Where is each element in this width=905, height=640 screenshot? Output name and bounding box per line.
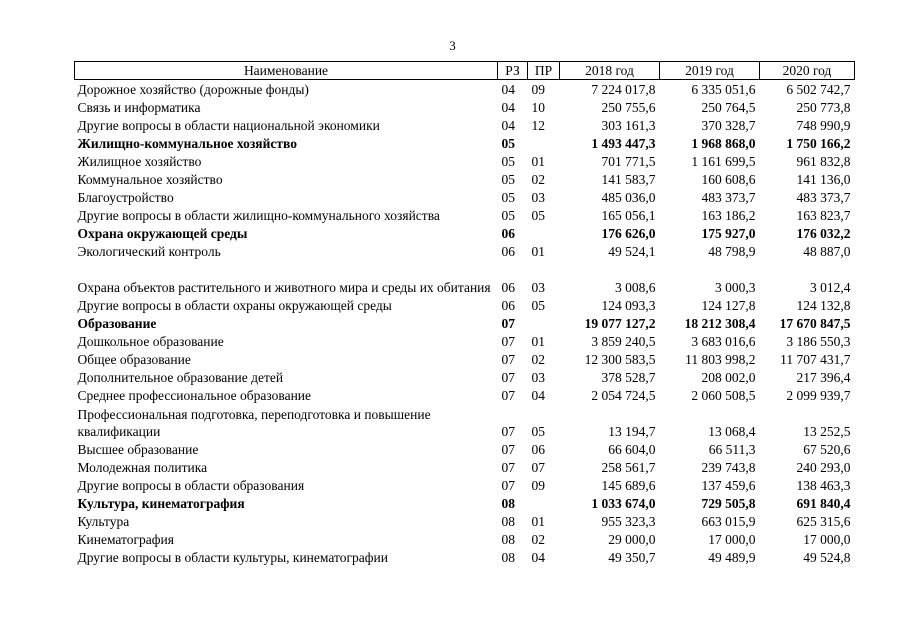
table-row: [75, 170, 855, 188]
row-name: Профессиональная подготовка, переподготовка и повышение квалификации: [77, 407, 431, 439]
page-number: 3: [449, 38, 456, 53]
row-value-2019: 1 968 868,0: [691, 136, 756, 151]
row-name: Охрана объектов растительного и животного мира и среды их обитания: [77, 280, 491, 295]
section-row: [75, 314, 855, 332]
row-rz: 06: [501, 298, 515, 313]
table-body: [75, 80, 855, 567]
row-name: Культура: [77, 514, 130, 529]
row-name: Дополнительное образование детей: [77, 370, 284, 385]
row-value-2019: 208 002,0: [701, 370, 756, 385]
row-pr: 02: [531, 532, 545, 547]
row-value-2018: 3 008,6: [615, 280, 656, 295]
row-value-2019: 124 127,8: [701, 298, 756, 313]
row-value-2020: 67 520,6: [803, 442, 851, 457]
row-rz: 07: [501, 478, 515, 493]
row-name: Охрана окружающей среды: [77, 226, 248, 241]
row-value-2020: 49 524,8: [803, 550, 851, 565]
row-value-2019: 729 505,8: [701, 496, 756, 511]
row-rz: 07: [501, 352, 515, 367]
row-name: Другие вопросы в области жилищно-коммунального хозяйства: [77, 208, 440, 223]
table-row: [75, 368, 855, 386]
row-value-2018: 1 033 674,0: [591, 496, 656, 511]
row-value-2020: 163 823,7: [796, 208, 851, 223]
row-value-2020: 138 463,3: [796, 478, 851, 493]
row-rz: 07: [501, 460, 515, 475]
row-value-2018: 13 194,7: [608, 424, 656, 439]
row-value-2020: 748 990,9: [796, 118, 851, 133]
row-value-2020: 691 840,4: [796, 496, 851, 511]
row-value-2018: 49 524,1: [608, 244, 656, 259]
row-value-2020: 6 502 742,7: [786, 82, 851, 97]
row-value-2018: 145 689,6: [601, 478, 656, 493]
row-value-2019: 2 060 508,5: [691, 388, 756, 403]
section-row: [75, 224, 855, 242]
row-value-2019: 163 186,2: [701, 208, 756, 223]
table-row: [75, 116, 855, 134]
row-name: Кинематография: [77, 532, 174, 547]
row-rz: 06: [501, 280, 515, 295]
row-value-2020: 483 373,7: [796, 190, 851, 205]
row-pr: 05: [531, 208, 545, 223]
row-value-2020: 3 012,4: [810, 280, 851, 295]
row-value-2019: 239 743,8: [701, 460, 756, 475]
row-value-2020: 124 132,8: [796, 298, 851, 313]
row-value-2020: 48 887,0: [803, 244, 851, 259]
row-pr: 01: [531, 514, 545, 529]
row-value-2020: 3 186 550,3: [786, 334, 851, 349]
row-name: Другие вопросы в области национальной экономики: [77, 118, 380, 133]
row-rz: 07: [501, 334, 515, 349]
row-pr: [528, 224, 560, 242]
row-rz: 04: [501, 82, 515, 97]
table-row: [75, 440, 855, 458]
row-pr: [528, 314, 560, 332]
row-value-2020: 625 315,6: [796, 514, 851, 529]
row-name: Благоустройство: [77, 190, 174, 205]
row-value-2019: 663 015,9: [701, 514, 756, 529]
row-pr: 02: [531, 352, 545, 367]
row-value-2018: 19 077 127,2: [584, 316, 656, 331]
row-pr: 07: [531, 460, 545, 475]
row-value-2020: 176 032,2: [796, 226, 851, 241]
row-name: Среднее профессиональное образование: [77, 388, 312, 403]
row-value-2020: 961 832,8: [796, 154, 851, 169]
row-value-2018: 955 323,3: [601, 514, 656, 529]
section-row: [75, 134, 855, 152]
row-name: Культура, кинематография: [77, 496, 245, 511]
row-value-2020: 240 293,0: [796, 460, 851, 475]
row-pr: 03: [531, 370, 545, 385]
row-rz: 08: [501, 514, 515, 529]
header-2018: 2018 год: [560, 62, 660, 80]
row-value-2018: 378 528,7: [601, 370, 656, 385]
row-value-2019: 11 803 998,2: [685, 352, 756, 367]
row-value-2020: 13 252,5: [803, 424, 851, 439]
row-value-2018: 250 755,6: [601, 100, 656, 115]
table-row: [75, 296, 855, 314]
row-value-2019: 17 000,0: [708, 532, 756, 547]
row-pr: 05: [531, 424, 545, 439]
row-value-2019: 3 683 016,6: [691, 334, 756, 349]
row-value-2018: 701 771,5: [601, 154, 656, 169]
table-row: [75, 242, 855, 260]
row-value-2019: 160 608,6: [701, 172, 756, 187]
row-name: Жилищное хозяйство: [77, 154, 202, 169]
row-value-2020: 2 099 939,7: [786, 388, 851, 403]
table-row: [75, 188, 855, 206]
row-value-2019: 370 328,7: [701, 118, 756, 133]
row-rz: 07: [501, 388, 515, 403]
row-rz: 05: [501, 190, 515, 205]
row-rz: 04: [501, 100, 515, 115]
row-value-2018: 485 036,0: [601, 190, 656, 205]
row-value-2018: 176 626,0: [601, 226, 656, 241]
table-row: [75, 530, 855, 548]
table-row: [75, 512, 855, 530]
row-rz: 06: [501, 226, 515, 241]
row-value-2020: 1 750 166,2: [786, 136, 851, 151]
row-pr: 06: [531, 442, 545, 457]
table-row: [75, 548, 855, 566]
header-2020: 2020 год: [760, 62, 855, 80]
header-2019: 2019 год: [660, 62, 760, 80]
row-value-2018: 12 300 583,5: [584, 352, 656, 367]
row-value-2020: 17 000,0: [803, 532, 851, 547]
row-value-2019: 175 927,0: [701, 226, 756, 241]
table-row: [75, 476, 855, 494]
row-value-2018: 29 000,0: [608, 532, 656, 547]
row-value-2018: 303 161,3: [601, 118, 656, 133]
row-value-2018: 3 859 240,5: [591, 334, 656, 349]
row-name: Молодежная политика: [77, 460, 208, 475]
row-value-2019: 3 000,3: [715, 280, 756, 295]
row-pr: [528, 134, 560, 152]
row-pr: 04: [531, 388, 545, 403]
row-value-2019: 13 068,4: [708, 424, 756, 439]
row-value-2018: 7 224 017,8: [591, 82, 656, 97]
row-value-2019: 48 798,9: [708, 244, 756, 259]
header-row: [75, 62, 855, 80]
row-value-2020: 11 707 431,7: [780, 352, 851, 367]
row-pr: [528, 494, 560, 512]
row-pr: 01: [531, 244, 545, 259]
row-name: Другие вопросы в области охраны окружающей среды: [77, 298, 392, 313]
header-pr: ПР: [528, 62, 560, 80]
row-rz: 08: [501, 532, 515, 547]
row-value-2018: 66 604,0: [608, 442, 656, 457]
row-value-2019: 250 764,5: [701, 100, 756, 115]
row-name: Другие вопросы в области культуры, кинематографии: [77, 550, 388, 565]
row-rz: 07: [501, 370, 515, 385]
row-value-2018: 49 350,7: [608, 550, 656, 565]
table-row: [75, 386, 855, 404]
row-rz: 07: [501, 424, 515, 439]
row-pr: 01: [531, 154, 545, 169]
row-name: Экологический контроль: [77, 244, 221, 259]
table-row: [75, 206, 855, 224]
row-pr: 03: [531, 280, 545, 295]
row-value-2018: 258 561,7: [601, 460, 656, 475]
row-value-2020: 217 396,4: [796, 370, 851, 385]
row-name: Общее образование: [77, 352, 191, 367]
row-value-2019: 483 373,7: [701, 190, 756, 205]
table-row: [75, 260, 855, 296]
table-row: [75, 98, 855, 116]
row-rz: 08: [501, 496, 515, 511]
row-name: Высшее образование: [77, 442, 199, 457]
table-header: [75, 62, 855, 80]
row-rz: 04: [501, 118, 515, 133]
row-pr: 12: [531, 118, 545, 133]
row-rz: 08: [501, 550, 515, 565]
row-rz: 05: [501, 208, 515, 223]
row-rz: 05: [501, 172, 515, 187]
section-row: [75, 494, 855, 512]
row-name: Коммунальное хозяйство: [77, 172, 223, 187]
row-rz: 05: [501, 136, 515, 151]
row-value-2018: 2 054 724,5: [591, 388, 656, 403]
table-row: [75, 80, 855, 99]
row-name: Связь и информатика: [77, 100, 201, 115]
table-row: [75, 152, 855, 170]
row-pr: 01: [531, 334, 545, 349]
row-value-2019: 66 511,3: [708, 442, 756, 457]
row-pr: 04: [531, 550, 545, 565]
row-name: Другие вопросы в области образования: [77, 478, 305, 493]
row-pr: 10: [531, 100, 545, 115]
row-value-2019: 1 161 699,5: [691, 154, 756, 169]
row-value-2020: 141 136,0: [796, 172, 851, 187]
row-value-2019: 6 335 051,6: [691, 82, 756, 97]
table-row: [75, 332, 855, 350]
row-name: Дошкольное образование: [77, 334, 224, 349]
table-row: [75, 458, 855, 476]
row-value-2020: 250 773,8: [796, 100, 851, 115]
table-row: [75, 350, 855, 368]
row-rz: 05: [501, 154, 515, 169]
row-value-2020: 17 670 847,5: [779, 316, 851, 331]
row-name: Жилищно-коммунальное хозяйство: [77, 136, 297, 151]
row-pr: 09: [531, 82, 545, 97]
header-name: Наименование: [75, 62, 498, 80]
budget-table: [74, 61, 855, 566]
row-value-2018: 141 583,7: [601, 172, 656, 187]
table-row: [75, 404, 855, 440]
row-value-2019: 49 489,9: [708, 550, 756, 565]
row-value-2018: 1 493 447,3: [591, 136, 656, 151]
row-pr: 09: [531, 478, 545, 493]
row-value-2019: 137 459,6: [701, 478, 756, 493]
header-rz: РЗ: [498, 62, 528, 80]
row-name: Дорожное хозяйство (дорожные фонды): [77, 82, 309, 97]
row-rz: 07: [501, 442, 515, 457]
row-pr: 03: [531, 190, 545, 205]
row-name: Образование: [77, 316, 157, 331]
row-value-2018: 124 093,3: [601, 298, 656, 313]
row-rz: 06: [501, 244, 515, 259]
row-value-2019: 18 212 308,4: [684, 316, 756, 331]
row-pr: 02: [531, 172, 545, 187]
row-value-2018: 165 056,1: [601, 208, 656, 223]
row-pr: 05: [531, 298, 545, 313]
row-rz: 07: [501, 316, 515, 331]
